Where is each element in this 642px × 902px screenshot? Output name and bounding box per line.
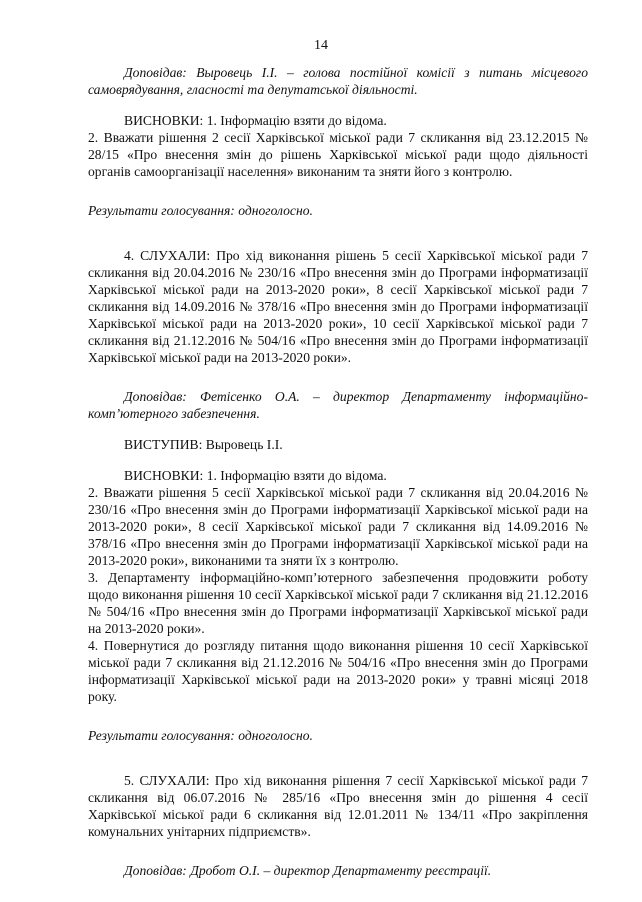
item-paragraph: 2. Вважати рішення 5 сесії Харківської міської ради 7 скликання від 20.04.2016 № 230/16 «Про внесення змін до Програми інформатизації Харківської міської ради на 2013-2020 роки», 8 сесії Харківської міської ради 7 скликання від 14.09.2016 № 378/16 «Про внесення змін до Програми інформатизації Харківської міської ради на 2013-2020 роки», виконаними та зняти їх з контролю.: [88, 485, 588, 568]
vote-result: Результати голосування: одноголосно.: [88, 203, 313, 218]
item-paragraph: 4. Повернутися до розгляду питання щодо виконання рішення 10 сесії Харківської міської ради 7 скликання від 21.12.2016 № 504/16 «Про внесення змін до Програми інформатизації Харківської міської ради на 2013-2020 роки» у травні місяці 2018 року.: [88, 638, 588, 704]
item-paragraph: 3. Департаменту інформаційно-комп’ютерного забезпечення продовжити роботу щодо виконання рішення 10 сесії Харківської міської ради 7 скликання від 21.12.2016 № 504/16 «Про внесення змін до Програми інформатизації Харківської міської ради на 2013-2020 роки».: [88, 570, 588, 636]
speaker-paragraph: Доповідав: Выровець І.І. – голова постійної комісії з питань місцевого самоврядування, гласності та депутатської діяльності.: [88, 65, 588, 97]
vote-result: Результати голосування: одноголосно.: [88, 728, 313, 743]
heard-paragraph: 5. СЛУХАЛИ: Про хід виконання рішення 7 сесії Харківської міської ради 7 скликання від 06.07.2016 № 285/16 «Про внесення змін до рішення 4 сесії Харківської міської ради 6 скликання від 12.01.2011 № 134/11 «Про закріплення комунальних унітарних підприємств».: [88, 773, 588, 839]
conclusions-paragraph: ВИСНОВКИ: 1. Інформацію взяти до відома.: [124, 468, 387, 483]
speaker-paragraph: Доповідав: Дробот О.І. – директор Департаменту реєстрації.: [124, 863, 492, 878]
conclusions-paragraph: ВИСНОВКИ: 1. Інформацію взяти до відома.: [124, 113, 387, 128]
spoke-paragraph: ВИСТУПИВ: Выровець І.І.: [124, 437, 283, 452]
speaker-paragraph: Доповідав: Фетісенко О.А. – директор Департаменту інформаційно-комп’ютерного забезпечення.: [88, 389, 588, 421]
item-paragraph: 2. Вважати рішення 2 сесії Харківської міської ради 7 скликання від 23.12.2015 № 28/15 «Про внесення змін до рішень Харківської міської ради щодо діяльності органів самоорганізації населення» виконаним та зняти його з контролю.: [88, 130, 588, 179]
page-content: [88, 64, 588, 879]
heard-paragraph: 4. СЛУХАЛИ: Про хід виконання рішень 5 сесії Харківської міської ради 7 скликання від 20.04.2016 № 230/16 «Про внесення змін до Програми інформатизації Харківської міської ради на 2013-2020 роки», 8 сесії Харківської міської ради 7 скликання від 14.09.2016 № 378/16 «Про внесення змін до Програми інформатизації Харківської міської ради на 2013-2020 роки», 10 сесії Харківської міської ради 7 скликання від 21.12.2016 № 504/16 «Про внесення змін до Програми інформатизації Харківської міської ради на 2013-2020 роки».: [88, 248, 588, 365]
page-number: 14: [314, 38, 328, 53]
